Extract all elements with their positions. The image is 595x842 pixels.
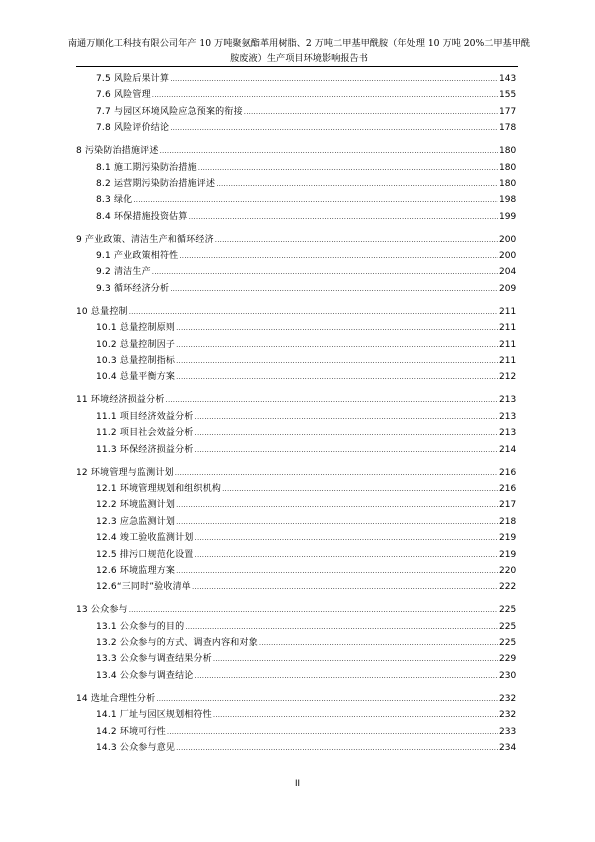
toc-chapter-row[interactable] — [0, 232, 595, 248]
toc-entry-row[interactable] — [0, 740, 595, 756]
dot-leader — [176, 337, 498, 353]
toc-entry-title: 8.2 运营期污染防治措施评述 — [96, 178, 216, 189]
toc-entry-row[interactable] — [0, 619, 595, 635]
toc-chapter-title: 8 污染防治措施评述 — [76, 146, 159, 157]
toc-chapter-row[interactable] — [0, 691, 595, 707]
toc-entry-title: 14.3 公众参与意见 — [96, 743, 176, 753]
toc-entry-title: 14.1 厂址与园区规划相符性 — [96, 710, 212, 721]
toc-page-number: 225 — [499, 605, 517, 616]
toc-entry-title: 13.2 公众参与的方式、调查内容和对象 — [96, 638, 258, 649]
toc-entry-row[interactable] — [0, 192, 595, 208]
dot-leader — [176, 497, 498, 513]
dot-leader — [195, 409, 498, 425]
dot-leader — [222, 481, 498, 497]
dot-leader — [195, 442, 498, 458]
toc-entry-title: 8.1 施工期污染防治措施 — [96, 162, 197, 173]
toc-entry-title: 13.1 公众参与的目的 — [96, 621, 185, 632]
header-divider — [76, 66, 518, 67]
toc-page-number: 213 — [499, 411, 517, 422]
toc-entry-row[interactable] — [0, 724, 595, 740]
toc-entry-row[interactable] — [0, 71, 595, 87]
dot-leader — [166, 392, 498, 408]
toc-page-number: 219 — [499, 549, 517, 560]
toc-page-number: 230 — [499, 670, 517, 681]
toc-entry-title: 12.4 竣工验收监测计划 — [96, 533, 194, 544]
toc-entry-row[interactable] — [0, 481, 595, 497]
toc-page-number: 213 — [499, 395, 517, 406]
toc-page-number: 209 — [499, 283, 517, 294]
toc-page-number: 216 — [499, 467, 517, 478]
toc-entry-title: 13.4 公众参与调查结论 — [96, 670, 194, 681]
dot-leader — [152, 87, 498, 103]
dot-leader — [176, 353, 498, 369]
dot-leader — [176, 320, 498, 336]
toc-entry-row[interactable] — [0, 353, 595, 369]
toc-section — [0, 304, 595, 386]
toc-chapter-title: 14 选址合理性分析 — [76, 693, 156, 704]
toc-page-number: 200 — [499, 234, 517, 245]
toc-entry-title: 10.1 总量控制原则 — [96, 323, 176, 334]
toc-entry-title: 9.1 产业政策相符性 — [96, 251, 179, 262]
document-header — [60, 36, 538, 66]
dot-leader — [213, 651, 498, 667]
header-line-1: 南通万顺化工科技有限公司年产 10 万吨聚氨酯革用树脂、2 万吨二甲基甲酰胺（年处理 10 万吨 20%二甲基甲酰 — [67, 38, 531, 49]
toc-entry-row[interactable] — [0, 497, 595, 513]
toc-page-number: 232 — [499, 710, 517, 721]
toc-chapter-row[interactable] — [0, 392, 595, 408]
toc-entry-row[interactable] — [0, 160, 595, 176]
dot-leader — [195, 668, 498, 684]
toc-page-number: 155 — [499, 90, 517, 101]
dot-leader — [189, 209, 498, 225]
toc-entry-row[interactable] — [0, 514, 595, 530]
toc-page-number: 233 — [499, 726, 517, 737]
dot-leader — [198, 160, 498, 176]
toc-entry-title: 11.3 环保经济损益分析 — [96, 444, 194, 455]
toc-page-number: 180 — [499, 162, 517, 173]
dot-leader — [185, 619, 498, 635]
toc-page-number: 219 — [499, 533, 517, 544]
toc-entry-title: 12.6 环境监理方案 — [96, 565, 176, 576]
toc-entry-title: 12.5 排污口规范化设置 — [96, 549, 194, 560]
dot-leader — [175, 465, 498, 481]
toc-entry-row[interactable] — [0, 87, 595, 103]
toc-entry-row[interactable] — [0, 337, 595, 353]
dot-leader — [176, 740, 498, 756]
dot-leader — [170, 281, 498, 297]
toc-section — [0, 392, 595, 458]
toc-entry-row[interactable] — [0, 707, 595, 723]
toc-entry-row[interactable] — [0, 442, 595, 458]
toc-entry-row[interactable] — [0, 176, 595, 192]
toc-chapter-row[interactable] — [0, 143, 595, 159]
toc-entry-row[interactable] — [0, 264, 595, 280]
toc-page-number: 211 — [499, 339, 517, 350]
toc-entry-row[interactable] — [0, 409, 595, 425]
toc-page-number: 234 — [499, 743, 517, 753]
toc-page-number: 225 — [499, 638, 517, 649]
dot-leader — [133, 192, 498, 208]
toc-entry-row[interactable] — [0, 635, 595, 651]
toc-entry-row[interactable] — [0, 320, 595, 336]
toc-section — [0, 71, 595, 137]
toc-page-number: 212 — [499, 372, 517, 383]
toc-entry-title: 9.2 清洁生产 — [96, 267, 151, 278]
toc-entry-row[interactable] — [0, 104, 595, 120]
toc-entry-row[interactable] — [0, 209, 595, 225]
toc-page-number: 143 — [499, 74, 517, 84]
toc-chapter-row[interactable] — [0, 304, 595, 320]
toc-entry-row[interactable] — [0, 120, 595, 136]
toc-section — [0, 691, 595, 757]
dot-leader — [176, 514, 498, 530]
toc-entry-title: 8.4 环保措施投资估算 — [96, 211, 188, 222]
toc-section — [0, 143, 595, 225]
page-footer — [0, 778, 595, 788]
toc-page-number: 213 — [499, 428, 517, 439]
toc-entry-row[interactable] — [0, 530, 595, 546]
dot-leader — [176, 369, 498, 385]
toc-page-number: 211 — [499, 306, 517, 317]
toc-chapter-row[interactable] — [0, 602, 595, 618]
dot-leader — [129, 602, 498, 618]
toc-page-number: 214 — [499, 444, 517, 455]
toc-entry-title: 11.2 项目社会效益分析 — [96, 428, 194, 439]
toc-entry-row[interactable] — [0, 248, 595, 264]
toc-page-number: 220 — [499, 565, 517, 576]
toc-page-number: 204 — [499, 267, 517, 278]
toc-entry-title: 9.3 循环经济分析 — [96, 283, 170, 294]
dot-leader — [216, 176, 498, 192]
toc-chapter-title: 11 环境经济损益分析 — [76, 395, 165, 406]
toc-entry-row[interactable] — [0, 547, 595, 563]
toc-chapter-title: 10 总量控制 — [76, 306, 128, 317]
toc-entry-title: 12.6“三同时”验收清单 — [96, 582, 191, 593]
toc-entry-row[interactable] — [0, 369, 595, 385]
dot-leader — [170, 71, 498, 87]
header-line-2: 胺废液）生产项目环境影响报告书 — [230, 53, 368, 64]
toc-entry-title: 7.6 风险管理 — [96, 90, 151, 101]
page-number-label: II — [294, 778, 300, 788]
table-of-contents — [0, 71, 595, 763]
toc-entry-title: 12.1 环境管理规划和组织机构 — [96, 483, 222, 494]
toc-entry-title: 10.2 总量控制因子 — [96, 339, 176, 350]
toc-entry-title: 7.7 与园区环境风险应急预案的衔接 — [96, 106, 243, 117]
toc-page-number: 178 — [499, 123, 517, 134]
dot-leader — [195, 547, 498, 563]
toc-entry-row[interactable] — [0, 425, 595, 441]
toc-entry-row[interactable] — [0, 579, 595, 595]
toc-page-number: 225 — [499, 621, 517, 632]
toc-chapter-title: 13 公众参与 — [76, 605, 128, 616]
toc-entry-row[interactable] — [0, 281, 595, 297]
toc-page-number: 218 — [499, 516, 517, 527]
toc-entry-row[interactable] — [0, 668, 595, 684]
toc-page-number: 199 — [499, 211, 517, 222]
toc-entry-row[interactable] — [0, 563, 595, 579]
dot-leader — [176, 563, 498, 579]
toc-entry-title: 8.3 绿化 — [96, 195, 133, 206]
toc-chapter-title: 9 产业政策、清洁生产和循环经济 — [76, 234, 214, 245]
dot-leader — [170, 120, 498, 136]
toc-section — [0, 465, 595, 596]
toc-section — [0, 232, 595, 298]
toc-entry-title: 12.3 应急监测计划 — [96, 516, 176, 527]
toc-page-number: 180 — [499, 178, 517, 189]
dot-leader — [259, 635, 498, 651]
toc-section — [0, 602, 595, 684]
dot-leader — [152, 264, 498, 280]
toc-entry-title: 10.4 总量平衡方案 — [96, 372, 176, 383]
dot-leader — [215, 232, 498, 248]
toc-page-number: 211 — [499, 356, 517, 367]
toc-page-number: 217 — [499, 500, 517, 511]
toc-entry-title: 10.3 总量控制指标 — [96, 356, 176, 367]
toc-page-number: 211 — [499, 323, 517, 334]
dot-leader — [167, 724, 498, 740]
toc-page-number: 232 — [499, 693, 517, 704]
dot-leader — [156, 691, 498, 707]
toc-entry-title: 13.3 公众参与调查结果分析 — [96, 654, 212, 665]
toc-entry-row[interactable] — [0, 651, 595, 667]
toc-page-number: 222 — [499, 582, 517, 593]
toc-entry-title: 11.1 项目经济效益分析 — [96, 411, 194, 422]
toc-entry-title: 7.8 风险评价结论 — [96, 123, 170, 134]
dot-leader — [129, 304, 498, 320]
dot-leader — [160, 143, 498, 159]
toc-page-number: 198 — [499, 195, 517, 206]
dot-leader — [213, 707, 498, 723]
toc-entry-title: 12.2 环境监测计划 — [96, 500, 176, 511]
toc-entry-title: 14.2 环境可行性 — [96, 726, 166, 737]
toc-page-number: 180 — [499, 146, 517, 157]
toc-page-number: 200 — [499, 251, 517, 262]
dot-leader — [195, 425, 498, 441]
toc-page-number: 229 — [499, 654, 517, 665]
toc-page-number: 216 — [499, 483, 517, 494]
toc-chapter-title: 12 环境管理与监测计划 — [76, 467, 174, 478]
toc-entry-title: 7.5 风险后果计算 — [96, 74, 170, 84]
toc-page-number: 177 — [499, 106, 517, 117]
toc-chapter-row[interactable] — [0, 465, 595, 481]
dot-leader — [195, 530, 498, 546]
dot-leader — [192, 579, 498, 595]
dot-leader — [179, 248, 498, 264]
dot-leader — [244, 104, 498, 120]
